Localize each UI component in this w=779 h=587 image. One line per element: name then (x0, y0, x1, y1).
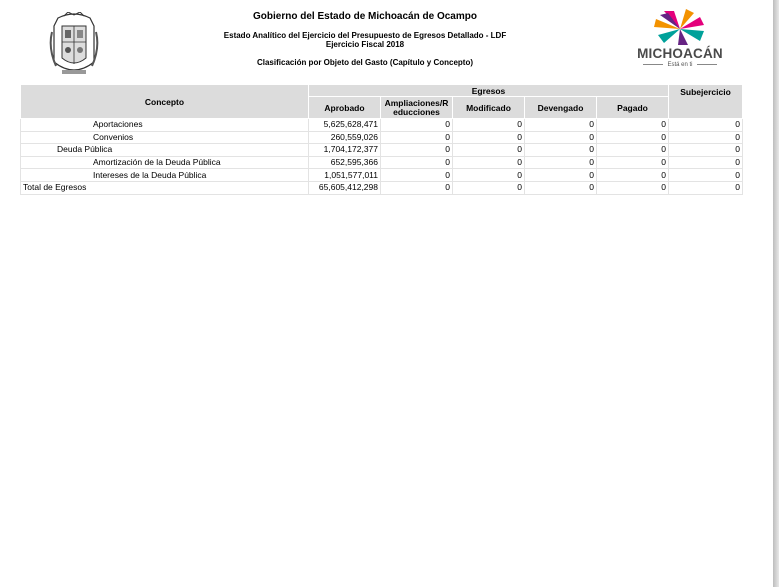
state-crest-emblem (48, 12, 100, 82)
row-subejercicio: 0 (669, 144, 743, 157)
row-pagado: 0 (597, 156, 669, 169)
header-egresos: Egresos (309, 85, 669, 97)
michoacan-logo (634, 9, 726, 71)
row-subejercicio: 0 (669, 181, 743, 194)
row-pagado: 0 (597, 169, 669, 182)
table-row (21, 144, 743, 157)
logo-wordmark: MICHOACÁN (637, 46, 723, 61)
logo-star-icon (634, 9, 726, 47)
row-concepto: Aportaciones (21, 119, 309, 132)
page-edge-shadow (773, 0, 779, 587)
row-aprobado: 5,625,628,471 (309, 119, 381, 132)
header-ampliaciones: Ampliaciones/R educciones (381, 97, 453, 119)
header-concepto: Concepto (21, 85, 309, 119)
row-devengado: 0 (525, 131, 597, 144)
row-ampliaciones: 0 (381, 156, 453, 169)
row-modificado: 0 (453, 156, 525, 169)
government-title: Gobierno del Estado de Michoacán de Ocampo (253, 11, 477, 22)
logo-tagline: Está en ti (634, 62, 726, 68)
row-devengado: 0 (525, 156, 597, 169)
header-devengado: Devengado (525, 97, 597, 119)
row-concepto: Amortización de la Deuda Pública (21, 156, 309, 169)
row-pagado: 0 (597, 131, 669, 144)
row-devengado: 0 (525, 144, 597, 157)
row-aprobado: 1,051,577,011 (309, 169, 381, 182)
total-row (21, 181, 743, 194)
row-pagado: 0 (597, 144, 669, 157)
table-row (21, 169, 743, 182)
row-devengado: 0 (525, 181, 597, 194)
row-pagado: 0 (597, 181, 669, 194)
header-pagado: Pagado (597, 97, 669, 119)
row-concepto: Deuda Pública (21, 144, 309, 157)
row-aprobado: 1,704,172,377 (309, 144, 381, 157)
row-pagado: 0 (597, 119, 669, 132)
row-modificado: 0 (453, 131, 525, 144)
row-ampliaciones: 0 (381, 119, 453, 132)
report-title: Estado Analítico del Ejercicio del Presupuesto de Egresos Detallado - LDF (223, 31, 507, 40)
row-subejercicio: 0 (669, 169, 743, 182)
row-modificado: 0 (453, 169, 525, 182)
row-subejercicio: 0 (669, 156, 743, 169)
table-row (21, 156, 743, 169)
row-aprobado: 652,595,366 (309, 156, 381, 169)
row-ampliaciones: 0 (381, 181, 453, 194)
budget-table (20, 84, 743, 195)
row-ampliaciones: 0 (381, 131, 453, 144)
row-modificado: 0 (453, 144, 525, 157)
table-row (21, 119, 743, 132)
row-modificado: 0 (453, 119, 525, 132)
row-devengado: 0 (525, 169, 597, 182)
header-subejercicio: Subejercicio (669, 85, 743, 119)
table-row (21, 131, 743, 144)
classification-subtitle: Clasificación por Objeto del Gasto (Capítulo y Concepto) (256, 58, 474, 67)
row-concepto: Total de Egresos (21, 181, 309, 194)
row-aprobado: 260,559,026 (309, 131, 381, 144)
row-ampliaciones: 0 (381, 169, 453, 182)
row-subejercicio: 0 (669, 119, 743, 132)
row-concepto: Convenios (21, 131, 309, 144)
header-aprobado: Aprobado (309, 97, 381, 119)
row-aprobado: 65,605,412,298 (309, 181, 381, 194)
header-modificado: Modificado (453, 97, 525, 119)
row-concepto: Intereses de la Deuda Pública (21, 169, 309, 182)
row-devengado: 0 (525, 119, 597, 132)
fiscal-year: Ejercicio Fiscal 2018 (325, 40, 405, 49)
row-modificado: 0 (453, 181, 525, 194)
row-ampliaciones: 0 (381, 144, 453, 157)
row-subejercicio: 0 (669, 131, 743, 144)
